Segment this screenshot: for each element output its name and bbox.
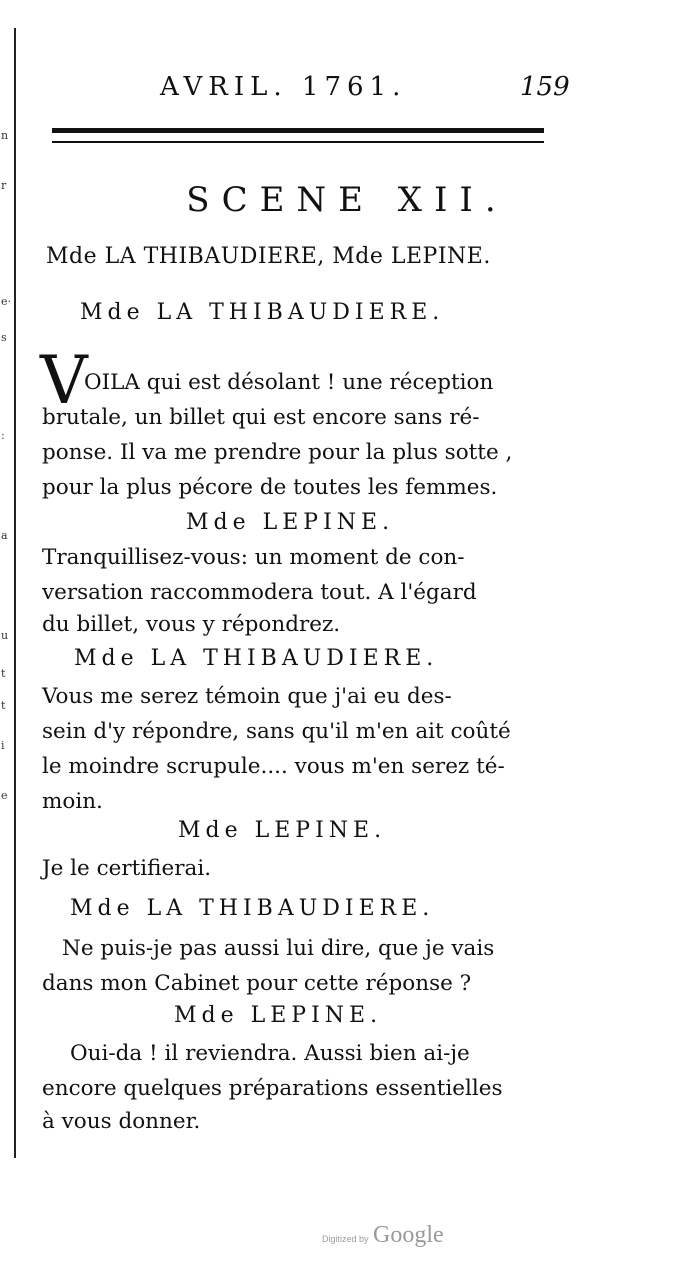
speaker-heading: Mde LEPINE.: [178, 818, 387, 843]
text-line: le moindre scrupule.... vous m'en serez té-: [42, 754, 505, 779]
text-line: Ne puis-je pas aussi lui dire, que je vais: [62, 936, 495, 961]
text-line: du billet, vous y répondrez.: [42, 612, 341, 637]
drop-cap: V: [40, 342, 88, 419]
text-line: Vous me serez témoin que j'ai eu des-: [42, 684, 452, 709]
speaker-heading: Mde LA THIBAUDIERE.: [70, 896, 435, 921]
text-line: versation raccommodera tout. A l'égard: [42, 580, 477, 605]
digitization-watermark: [322, 1222, 444, 1249]
google-logo: Google: [372, 1222, 444, 1248]
speaker-heading: Mde LA THIBAUDIERE.: [80, 300, 445, 325]
scene-title: SCENE XII.: [186, 180, 508, 220]
speaker-heading: Mde LA THIBAUDIERE.: [74, 646, 439, 671]
running-head-month: AVRIL. 1761.: [160, 72, 407, 102]
text-line: moin.: [42, 789, 103, 814]
text-line: encore quelques préparations essentielles: [42, 1076, 503, 1101]
text-line: brutale, un billet qui est encore sans ré-: [42, 405, 480, 430]
page-number: 159: [520, 72, 570, 102]
text-line: dans mon Cabinet pour cette réponse ?: [42, 971, 472, 996]
text-line: Tranquillisez-vous: un moment de con-: [42, 545, 465, 570]
text-line: sein d'y répondre, sans qu'il m'en ait coûté: [42, 719, 511, 744]
text-line: pour la plus pécore de toutes les femmes.: [42, 475, 498, 500]
text-line: à vous donner.: [42, 1109, 201, 1134]
cast-line: Mde LA THIBAUDIERE, Mde LEPINE.: [46, 244, 491, 269]
running-head: [160, 72, 570, 102]
speaker-heading: Mde LEPINE.: [186, 510, 395, 535]
text-line: Je le certifierai.: [42, 856, 212, 881]
header-rule: [52, 128, 544, 143]
text-line: Oui-da ! il reviendra. Aussi bien ai-je: [70, 1041, 470, 1066]
watermark-prefix: Digitized by: [322, 1234, 369, 1244]
text-line: OILA qui est désolant ! une réception: [84, 370, 494, 395]
speaker-heading: Mde LEPINE.: [174, 1003, 383, 1028]
text-line: ponse. Il va me prendre pour la plus sotte ,: [42, 440, 513, 465]
